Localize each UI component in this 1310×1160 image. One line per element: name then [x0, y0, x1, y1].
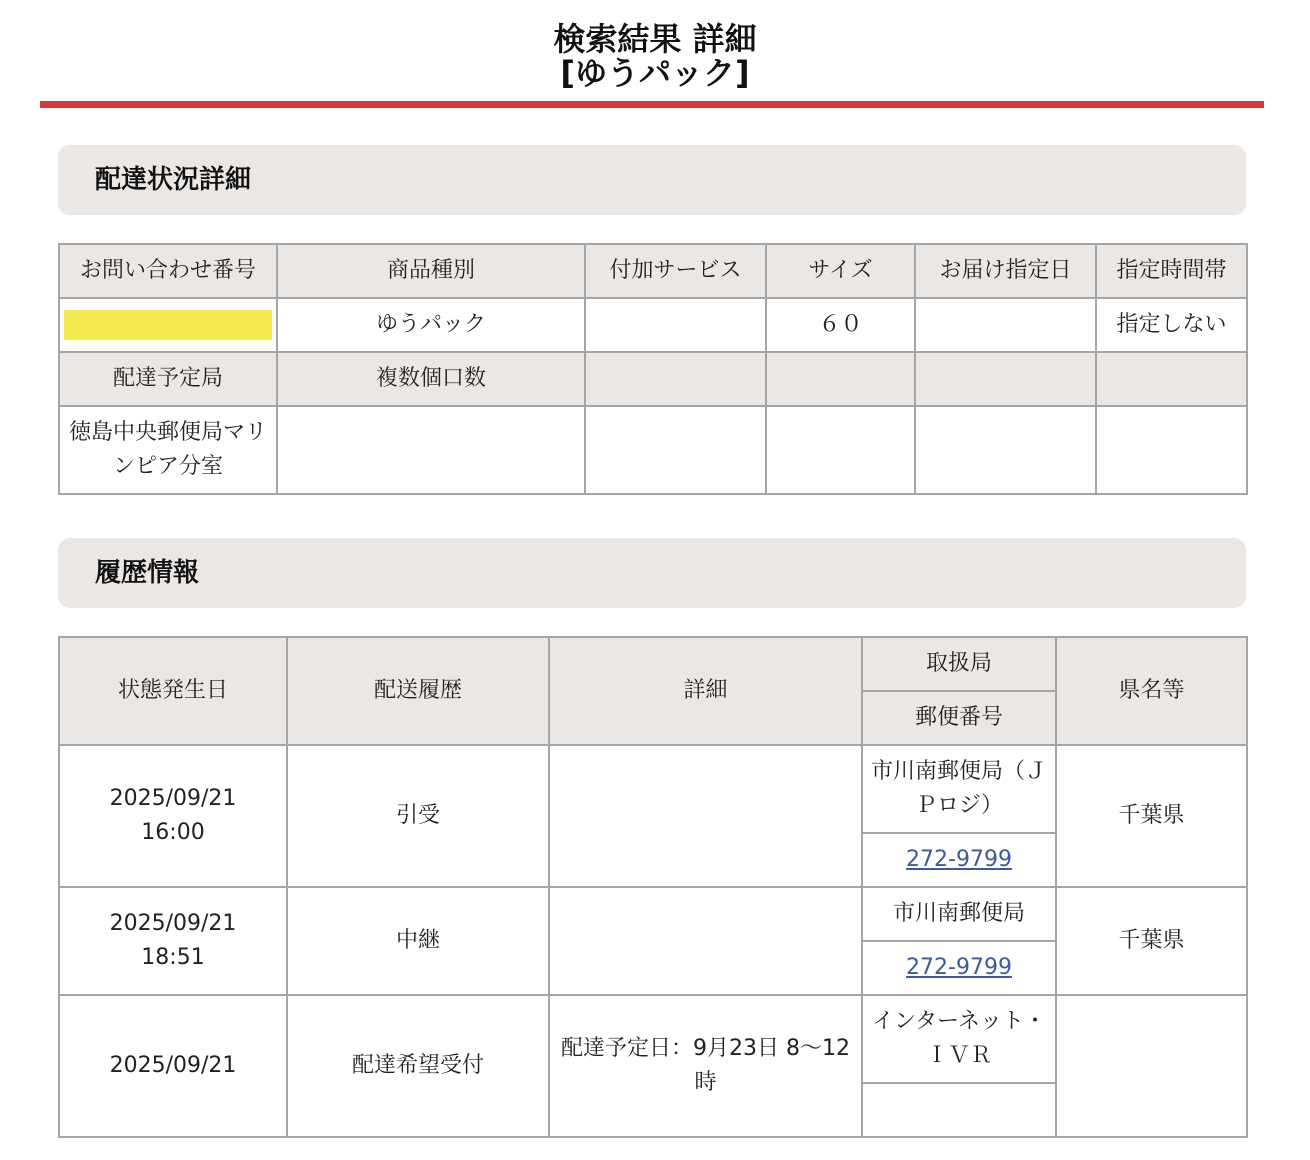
history-office-cell: 市川南郵便局 — [862, 887, 1056, 941]
history-prefecture-cell: 千葉県 — [1056, 887, 1247, 995]
history-prefecture-cell: 千葉県 — [1056, 745, 1247, 887]
header-office: 取扱局 — [862, 637, 1056, 691]
time-slot-cell: 指定しない — [1096, 298, 1247, 352]
header-detail: 詳細 — [549, 637, 862, 745]
header-additional-service: 付加サービス — [585, 244, 766, 298]
empty-cell — [585, 406, 766, 494]
multi-count-cell — [277, 406, 585, 494]
header-history: 配送履歴 — [287, 637, 549, 745]
history-date-cell — [59, 745, 287, 887]
table-row — [59, 298, 1247, 352]
page-title — [0, 0, 1310, 90]
header-multi-count: 複数個口数 — [277, 352, 585, 406]
history-time: 18:51 — [141, 945, 205, 970]
header-date: 状態発生日 — [59, 637, 287, 745]
page-title-line1: 検索結果 詳細 — [553, 20, 757, 58]
empty-cell — [1096, 406, 1247, 494]
table-row — [59, 406, 1247, 494]
header-empty — [1096, 352, 1247, 406]
header-empty — [915, 352, 1096, 406]
table-row — [59, 745, 1247, 833]
size-cell: ６０ — [766, 298, 915, 352]
empty-cell — [915, 406, 1096, 494]
history-date-cell — [59, 995, 287, 1137]
scheduled-office-cell: 徳島中央郵便局マリンピア分室 — [59, 406, 277, 494]
header-size: サイズ — [766, 244, 915, 298]
postal-code-link[interactable]: 272-9799 — [906, 955, 1012, 980]
history-prefecture-cell — [1056, 995, 1247, 1137]
table-row — [59, 887, 1247, 941]
delivery-date-cell — [915, 298, 1096, 352]
history-date: 2025/09/21 — [109, 1053, 237, 1078]
header-time-slot: 指定時間帯 — [1096, 244, 1247, 298]
history-office-cell: 市川南郵便局（ＪＰロジ） — [862, 745, 1056, 833]
header-inquiry-number: お問い合わせ番号 — [59, 244, 277, 298]
table-header-row — [59, 637, 1247, 691]
history-postal-code-cell — [862, 1083, 1056, 1137]
history-table — [58, 636, 1248, 1138]
history-detail-cell — [549, 745, 862, 887]
postal-code-link[interactable]: 272-9799 — [906, 847, 1012, 872]
header-scheduled-office: 配達予定局 — [59, 352, 277, 406]
table-header-row — [59, 352, 1247, 406]
history-date: 2025/09/21 — [109, 786, 237, 811]
delivery-status-table — [58, 243, 1248, 495]
empty-cell — [766, 406, 915, 494]
product-type-cell: ゆうパック — [277, 298, 585, 352]
header-empty — [766, 352, 915, 406]
section-header-delivery-status: 配達状況詳細 — [58, 145, 1246, 215]
section-header-history: 履歴情報 — [58, 538, 1246, 608]
header-prefecture: 県名等 — [1056, 637, 1247, 745]
header-product-type: 商品種別 — [277, 244, 585, 298]
inquiry-number-cell — [59, 298, 277, 352]
history-office-cell: インターネット・ＩＶＲ — [862, 995, 1056, 1083]
inquiry-number-redaction — [64, 310, 272, 340]
history-postal-code-cell — [862, 833, 1056, 887]
table-row — [59, 995, 1247, 1083]
additional-service-cell — [585, 298, 766, 352]
history-status-cell: 引受 — [287, 745, 549, 887]
history-date-cell — [59, 887, 287, 995]
header-empty — [585, 352, 766, 406]
title-divider — [40, 101, 1264, 108]
history-time: 16:00 — [141, 820, 205, 845]
history-postal-code-cell — [862, 941, 1056, 995]
table-header-row — [59, 244, 1247, 298]
header-postal-code: 郵便番号 — [862, 691, 1056, 745]
history-detail-cell: 配達予定日：9月23日 8～12時 — [549, 995, 862, 1137]
header-delivery-date: お届け指定日 — [915, 244, 1096, 298]
history-detail-cell — [549, 887, 862, 995]
history-date: 2025/09/21 — [109, 911, 237, 936]
history-status-cell: 配達希望受付 — [287, 995, 549, 1137]
history-status-cell: 中継 — [287, 887, 549, 995]
page-title-line2: [ゆうパック] — [560, 54, 750, 92]
